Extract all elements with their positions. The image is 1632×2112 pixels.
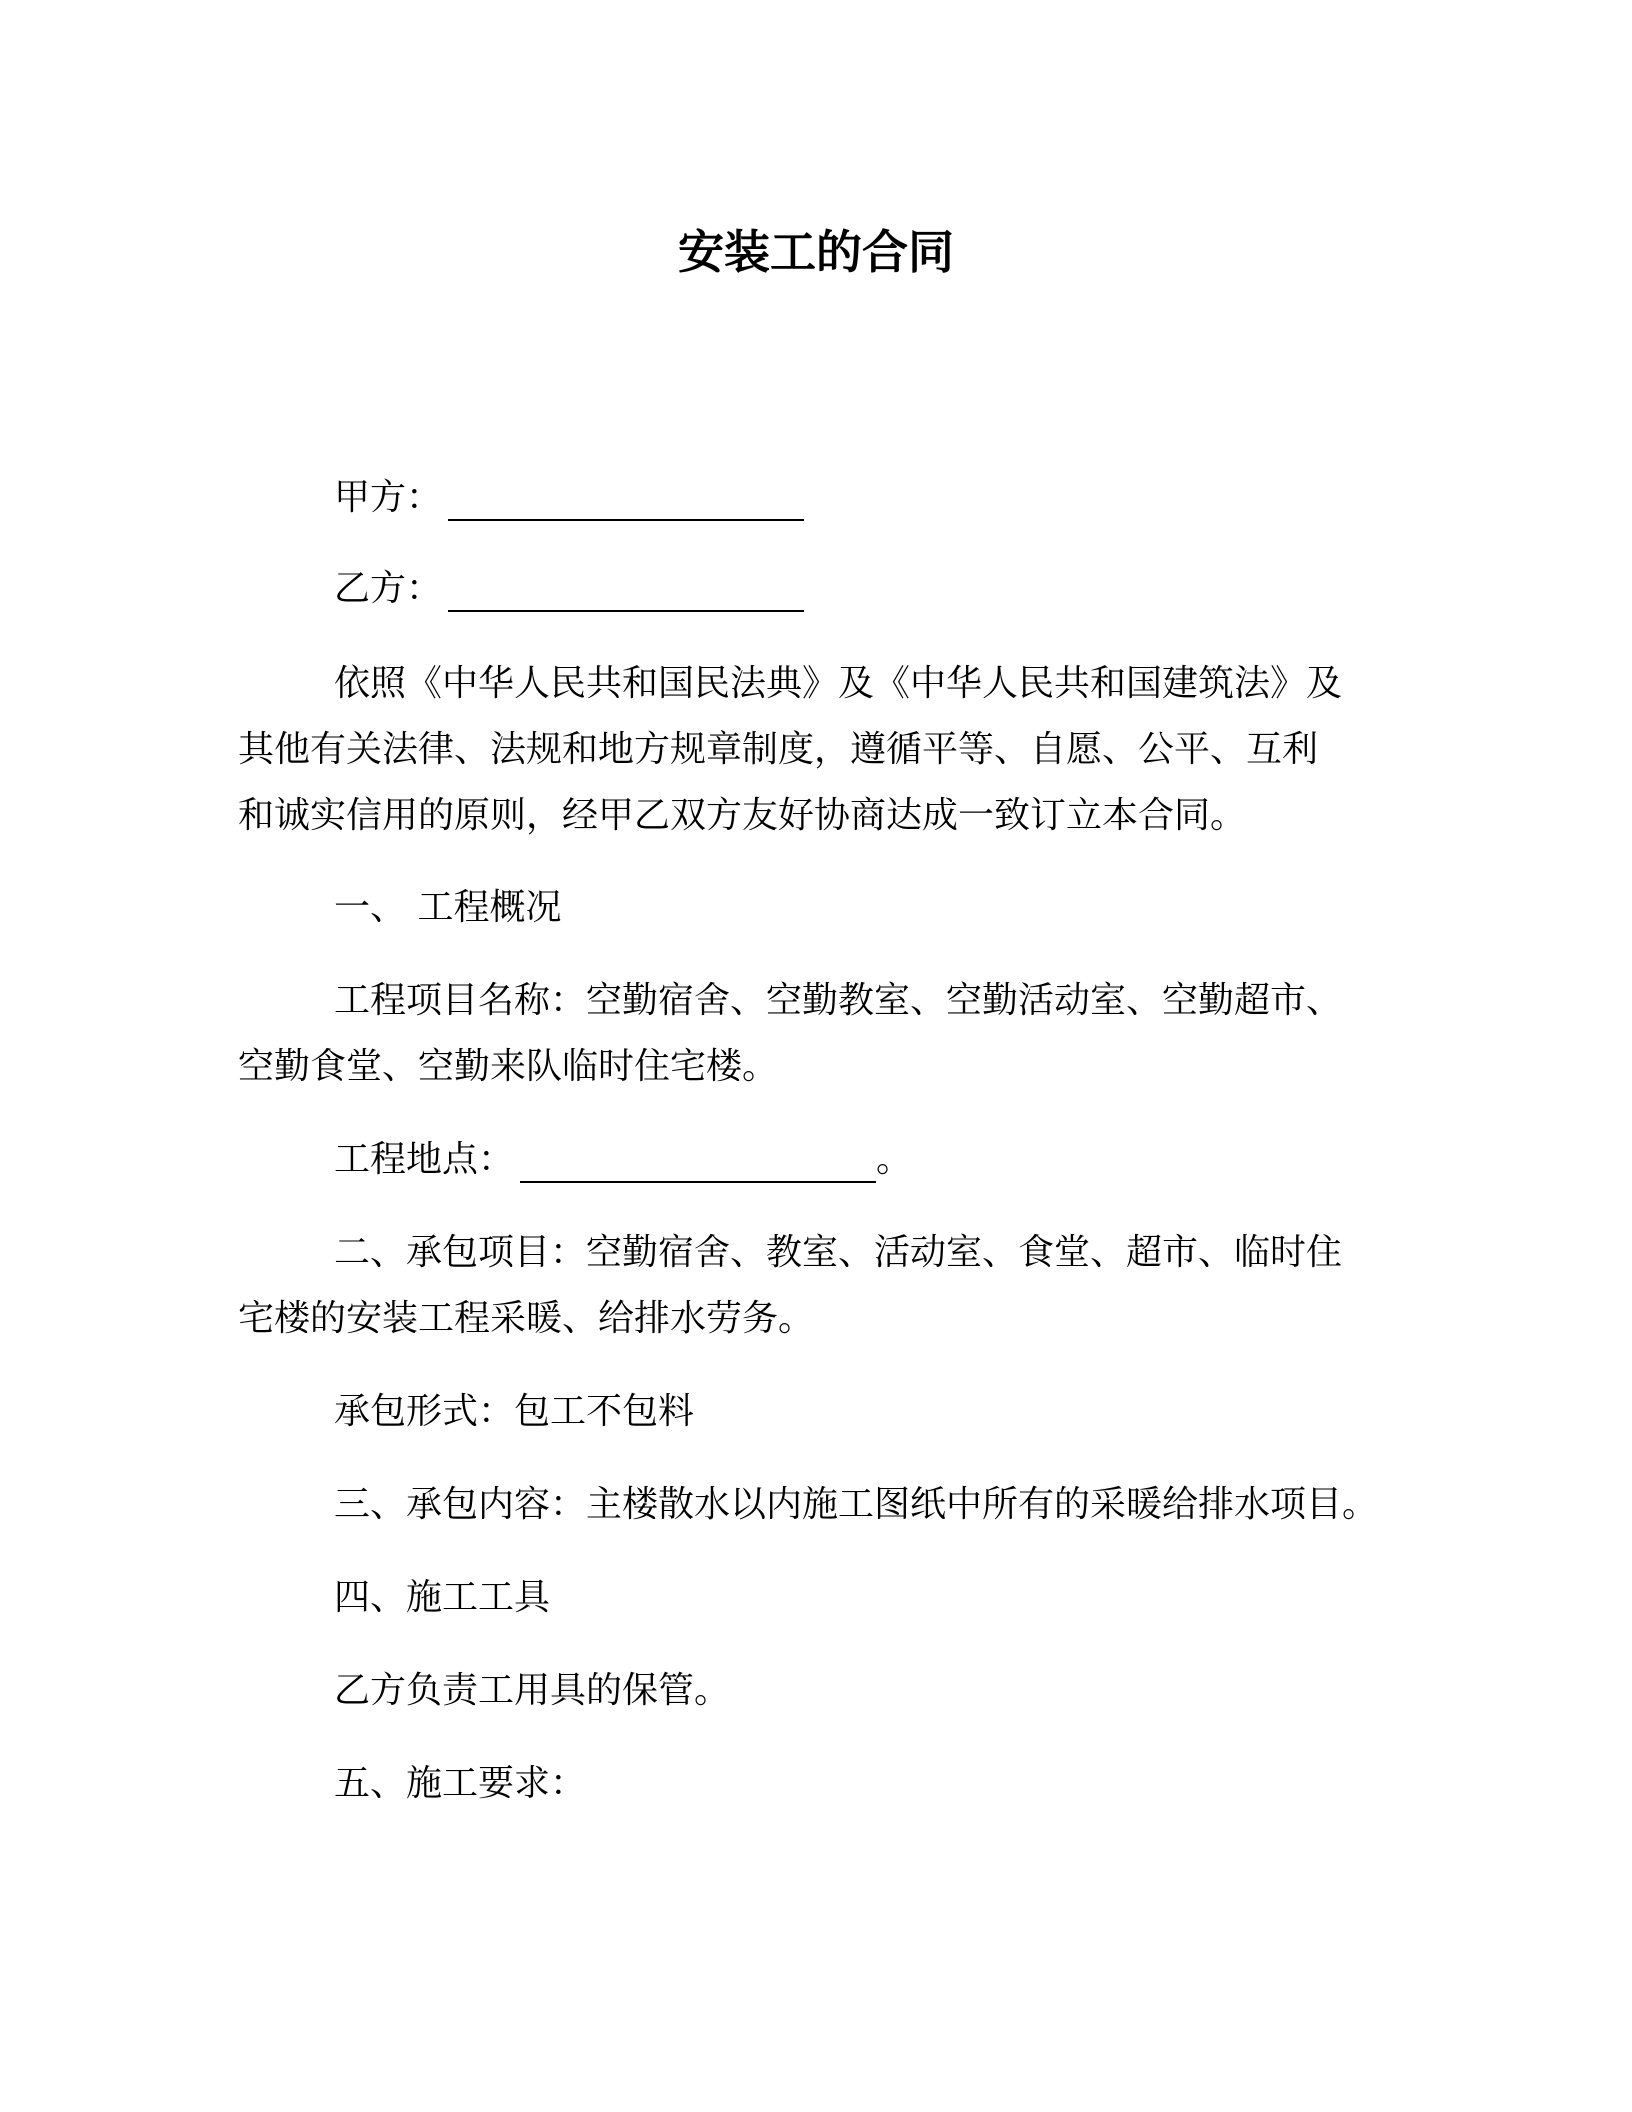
section-4-heading: 四、施工工具 — [334, 1577, 551, 1618]
project-location-label: 工程地点： — [334, 1139, 515, 1180]
project-location-line — [238, 1126, 912, 1194]
party-b-line — [238, 555, 804, 623]
party-a-label: 甲方： — [334, 477, 443, 518]
preamble-line-2: 其他有关法律、法规和地方规章制度，遵循平等、自愿、公平、互利 — [238, 729, 1319, 770]
party-a-blank — [448, 479, 804, 521]
section-4-body: 乙方负责工用具的保管。 — [334, 1670, 731, 1711]
project-name-line-1: 工程项目名称：空勤宿舍、空勤教室、空勤活动室、空勤超市、 — [334, 980, 1343, 1021]
party-b-blank — [448, 570, 804, 612]
section-5-heading: 五、施工要求： — [334, 1763, 587, 1804]
section-1-heading: 一、 工程概况 — [334, 887, 562, 928]
section-2-line-1: 二、承包项目：空勤宿舍、教室、活动室、食堂、超市、临时住 — [334, 1232, 1343, 1273]
party-a-line — [238, 464, 804, 532]
project-location-end: 。 — [876, 1139, 913, 1180]
project-location-blank — [520, 1141, 876, 1183]
section-3: 三、承包内容：主楼散水以内施工图纸中所有的采暖给排水项目。 — [334, 1484, 1379, 1525]
contract-form: 承包形式：包工不包料 — [334, 1391, 695, 1432]
document-title: 安装工的合同 — [678, 225, 954, 279]
preamble-line-3: 和诚实信用的原则，经甲乙双方友好协商达成一致订立本合同。 — [238, 795, 1247, 836]
section-2-line-2: 宅楼的安装工程采暖、给排水劳务。 — [238, 1298, 815, 1339]
party-b-label: 乙方： — [334, 568, 443, 609]
project-name-line-2: 空勤食堂、空勤来队临时住宅楼。 — [238, 1046, 779, 1087]
preamble-line-1: 依照《中华人民共和国民法典》及《中华人民共和国建筑法》及 — [334, 663, 1343, 704]
